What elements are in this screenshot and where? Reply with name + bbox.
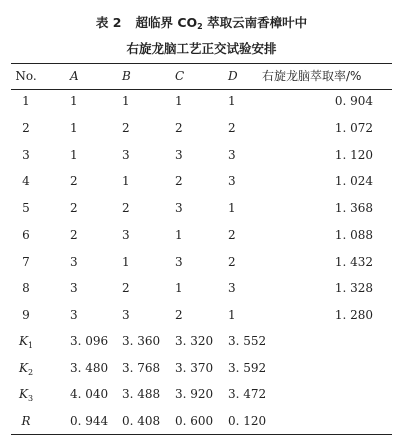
cell-yield: 0. 904 xyxy=(334,94,373,108)
cell-c: 2 xyxy=(175,174,183,188)
cell-d: 1 xyxy=(228,94,236,108)
table-header-row xyxy=(0,64,403,88)
cell-yield: 1. 088 xyxy=(334,228,373,242)
cell-yield: 1. 280 xyxy=(334,308,373,322)
table-row xyxy=(0,196,403,220)
cell-d: 2 xyxy=(228,121,236,135)
cell-c: 3. 370 xyxy=(175,361,214,375)
cell-c: 3 xyxy=(175,255,183,269)
cell-c: 1 xyxy=(175,281,183,295)
cell-b: 0. 408 xyxy=(122,414,161,428)
cell-a: 0. 944 xyxy=(70,414,109,428)
cell-c: 2 xyxy=(175,308,183,322)
cell-c: 3 xyxy=(175,148,183,162)
cell-a: 1 xyxy=(70,121,78,135)
cell-no: 7 xyxy=(22,255,30,269)
cell-c: 3 xyxy=(175,201,183,215)
cell-yield: 1. 120 xyxy=(334,148,373,162)
cell-no: 4 xyxy=(22,174,30,188)
cell-d: 1 xyxy=(228,201,236,215)
table-row-k xyxy=(0,356,403,380)
cell-b: 3. 360 xyxy=(122,334,161,348)
cell-k-label xyxy=(12,356,40,385)
cell-d: 0. 120 xyxy=(228,414,267,428)
cell-b: 2 xyxy=(122,121,130,135)
header-yield: 右旋龙脑萃取率/% xyxy=(262,69,362,83)
cell-no: 6 xyxy=(22,228,30,242)
header-factor-b: B xyxy=(122,69,131,83)
header-no: No. xyxy=(15,69,37,83)
cell-no: 5 xyxy=(22,201,30,215)
table-row xyxy=(0,143,403,167)
cell-b: 3 xyxy=(122,308,130,322)
cell-a: 2 xyxy=(70,228,78,242)
cell-b: 1 xyxy=(122,94,130,108)
cell-b: 2 xyxy=(122,201,130,215)
k-letter: K xyxy=(18,361,28,375)
cell-a: 1 xyxy=(70,148,78,162)
table-row xyxy=(0,89,403,113)
cell-d: 3 xyxy=(228,281,236,295)
cell-c: 3. 920 xyxy=(175,387,214,401)
cell-c: 2 xyxy=(175,121,183,135)
table-number: 表 2 xyxy=(95,15,122,30)
cell-a: 1 xyxy=(70,94,78,108)
cell-c: 1 xyxy=(175,228,183,242)
cell-b: 3. 488 xyxy=(122,387,161,401)
cell-c: 3. 320 xyxy=(175,334,214,348)
caption-title-pre: 超临界 CO xyxy=(135,15,198,30)
cell-a: 3 xyxy=(70,281,78,295)
cell-c: 1 xyxy=(175,94,183,108)
cell-yield: 1. 072 xyxy=(334,121,373,135)
cell-no: 8 xyxy=(22,281,30,295)
cell-k-label xyxy=(12,329,40,358)
cell-b: 1 xyxy=(122,255,130,269)
table-row-k xyxy=(0,329,403,353)
table-row-k xyxy=(0,382,403,406)
cell-no: 3 xyxy=(22,148,30,162)
cell-c: 0. 600 xyxy=(175,414,214,428)
cell-a: 3 xyxy=(70,255,78,269)
cell-no: 2 xyxy=(22,121,30,135)
table-row xyxy=(0,276,403,300)
k-subscript: 1 xyxy=(27,341,34,350)
caption-title-subscript: 2 xyxy=(197,22,203,31)
k-subscript: 3 xyxy=(27,394,34,403)
cell-a: 4. 040 xyxy=(70,387,109,401)
cell-yield: 1. 368 xyxy=(334,201,373,215)
table-caption-line2: 右旋龙脑工艺正交试验安排 xyxy=(126,41,277,56)
table-bottom-rule xyxy=(11,434,392,435)
cell-d: 3. 472 xyxy=(228,387,267,401)
cell-no: 1 xyxy=(22,94,30,108)
cell-d: 2 xyxy=(228,228,236,242)
cell-a: 2 xyxy=(70,201,78,215)
cell-d: 3. 592 xyxy=(228,361,267,375)
cell-b: 3 xyxy=(122,148,130,162)
cell-d: 3 xyxy=(228,148,236,162)
k-letter: K xyxy=(18,334,28,348)
k-letter: K xyxy=(18,387,28,401)
table-row xyxy=(0,303,403,327)
cell-b: 2 xyxy=(122,281,130,295)
cell-b: 1 xyxy=(122,174,130,188)
table-row xyxy=(0,250,403,274)
cell-a: 2 xyxy=(70,174,78,188)
cell-d: 2 xyxy=(228,255,236,269)
table-row xyxy=(0,223,403,247)
cell-d: 1 xyxy=(228,308,236,322)
cell-k-label xyxy=(12,382,40,411)
table-row xyxy=(0,169,403,193)
table-row-r xyxy=(0,409,403,433)
cell-yield: 1. 328 xyxy=(334,281,373,295)
cell-a: 3. 480 xyxy=(70,361,109,375)
cell-no: 9 xyxy=(22,308,30,322)
cell-b: 3. 768 xyxy=(122,361,161,375)
header-factor-a: A xyxy=(70,69,79,83)
cell-yield: 1. 024 xyxy=(334,174,373,188)
header-factor-c: C xyxy=(175,69,185,83)
cell-r-label: R xyxy=(21,414,31,428)
cell-a: 3 xyxy=(70,308,78,322)
cell-d: 3. 552 xyxy=(228,334,267,348)
cell-d: 3 xyxy=(228,174,236,188)
cell-b: 3 xyxy=(122,228,130,242)
cell-a: 3. 096 xyxy=(70,334,109,348)
caption-title-post: 萃取云南香樟叶中 xyxy=(202,15,308,30)
header-factor-d: D xyxy=(228,69,238,83)
k-subscript: 2 xyxy=(27,368,34,377)
table-row xyxy=(0,116,403,140)
table-caption-line1 xyxy=(0,13,403,31)
cell-yield: 1. 432 xyxy=(334,255,373,269)
